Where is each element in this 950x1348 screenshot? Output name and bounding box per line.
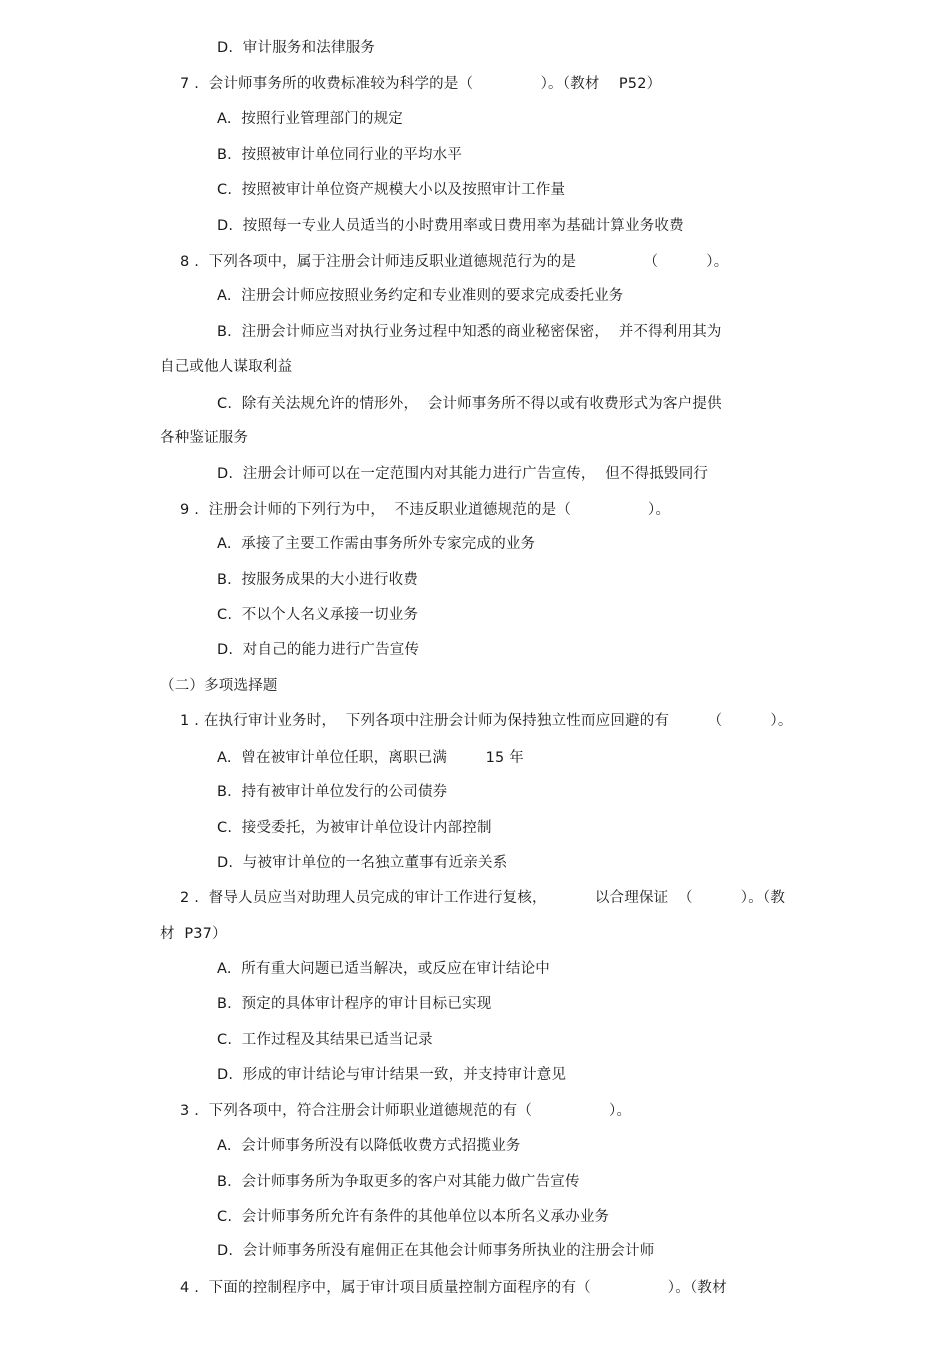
option-line: D. 按照每一专业人员适当的小时费用率或日费用率为基础计算业务收费 xyxy=(217,218,684,234)
question-continuation: 材 P37） xyxy=(160,926,227,942)
option-line: A. 注册会计师应按照业务约定和专业准则的要求完成委托业务 xyxy=(217,288,624,304)
option-line: D. 形成的审计结论与审计结果一致，并支持审计意见 xyxy=(217,1067,567,1083)
question-line: 9 . 注册会计师的下列行为中， 不违反职业道德规范的是（ ）。 xyxy=(180,502,671,518)
option-line: A. 曾在被审计单位任职，离职已满 15 年 xyxy=(217,750,524,766)
option-line: D. 与被审计单位的一名独立董事有近亲关系 xyxy=(217,855,508,871)
option-line: C. 按照被审计单位资产规模大小以及按照审计工作量 xyxy=(217,182,566,198)
option-line: B. 持有被审计单位发行的公司债券 xyxy=(217,784,448,800)
section-heading: （二）多项选择题 xyxy=(160,678,278,694)
option-line: A. 按照行业管理部门的规定 xyxy=(217,111,403,127)
option-line: D. 会计师事务所没有雇佣正在其他会计师事务所执业的注册会计师 xyxy=(217,1243,655,1259)
option-line: B. 按服务成果的大小进行收费 xyxy=(217,572,418,588)
option-line: B. 预定的具体审计程序的审计目标已实现 xyxy=(217,996,492,1012)
option-line: D. 审计服务和法律服务 xyxy=(217,40,376,56)
option-line: C. 工作过程及其结果已适当记录 xyxy=(217,1032,433,1048)
question-line: 8 . 下列各项中，属于注册会计师违反职业道德规范行为的是 （ ）。 xyxy=(180,254,729,270)
option-line: B. 按照被审计单位同行业的平均水平 xyxy=(217,147,463,163)
option-line: C. 不以个人名义承接一切业务 xyxy=(217,607,419,623)
question-line: 4 . 下面的控制程序中，属于审计项目质量控制方面程序的有（ ）。（教材 xyxy=(180,1280,727,1296)
question-line: 2 . 督导人员应当对助理人员完成的审计工作进行复核， 以合理保证 （ ）。（教 xyxy=(180,890,786,906)
option-line: B. 注册会计师应当对执行业务过程中知悉的商业秘密保密， 并不得利用其为 xyxy=(217,324,722,340)
question-line: 3 . 下列各项中，符合注册会计师职业道德规范的有（ ）。 xyxy=(180,1103,632,1119)
option-line: A. 会计师事务所没有以降低收费方式招揽业务 xyxy=(217,1138,521,1154)
option-continuation: 各种鉴证服务 xyxy=(160,430,249,446)
option-line: C. 接受委托，为被审计单位设计内部控制 xyxy=(217,820,492,836)
option-line: D. 注册会计师可以在一定范围内对其能力进行广告宣传， 但不得抵毁同行 xyxy=(217,466,709,482)
option-line: A. 承接了主要工作需由事务所外专家完成的业务 xyxy=(217,536,536,552)
question-line: 7 . 会计师事务所的收费标准较为科学的是（ ）。（教材 P52） xyxy=(180,76,662,92)
option-line: C. 会计师事务所允许有条件的其他单位以本所名义承办业务 xyxy=(217,1209,610,1225)
option-line: A. 所有重大问题已适当解决，或反应在审计结论中 xyxy=(217,961,550,977)
option-line: B. 会计师事务所为争取更多的客户对其能力做广告宣传 xyxy=(217,1174,580,1190)
option-line: D. 对自己的能力进行广告宣传 xyxy=(217,642,420,658)
option-continuation: 自己或他人谋取利益 xyxy=(160,359,293,375)
question-line: 1 . 在执行审计业务时， 下列各项中注册会计师为保持独立性而应回避的有 （ ）。 xyxy=(180,713,793,729)
option-line: C. 除有关法规允许的情形外， 会计师事务所不得以或有收费形式为客户提供 xyxy=(217,396,722,412)
